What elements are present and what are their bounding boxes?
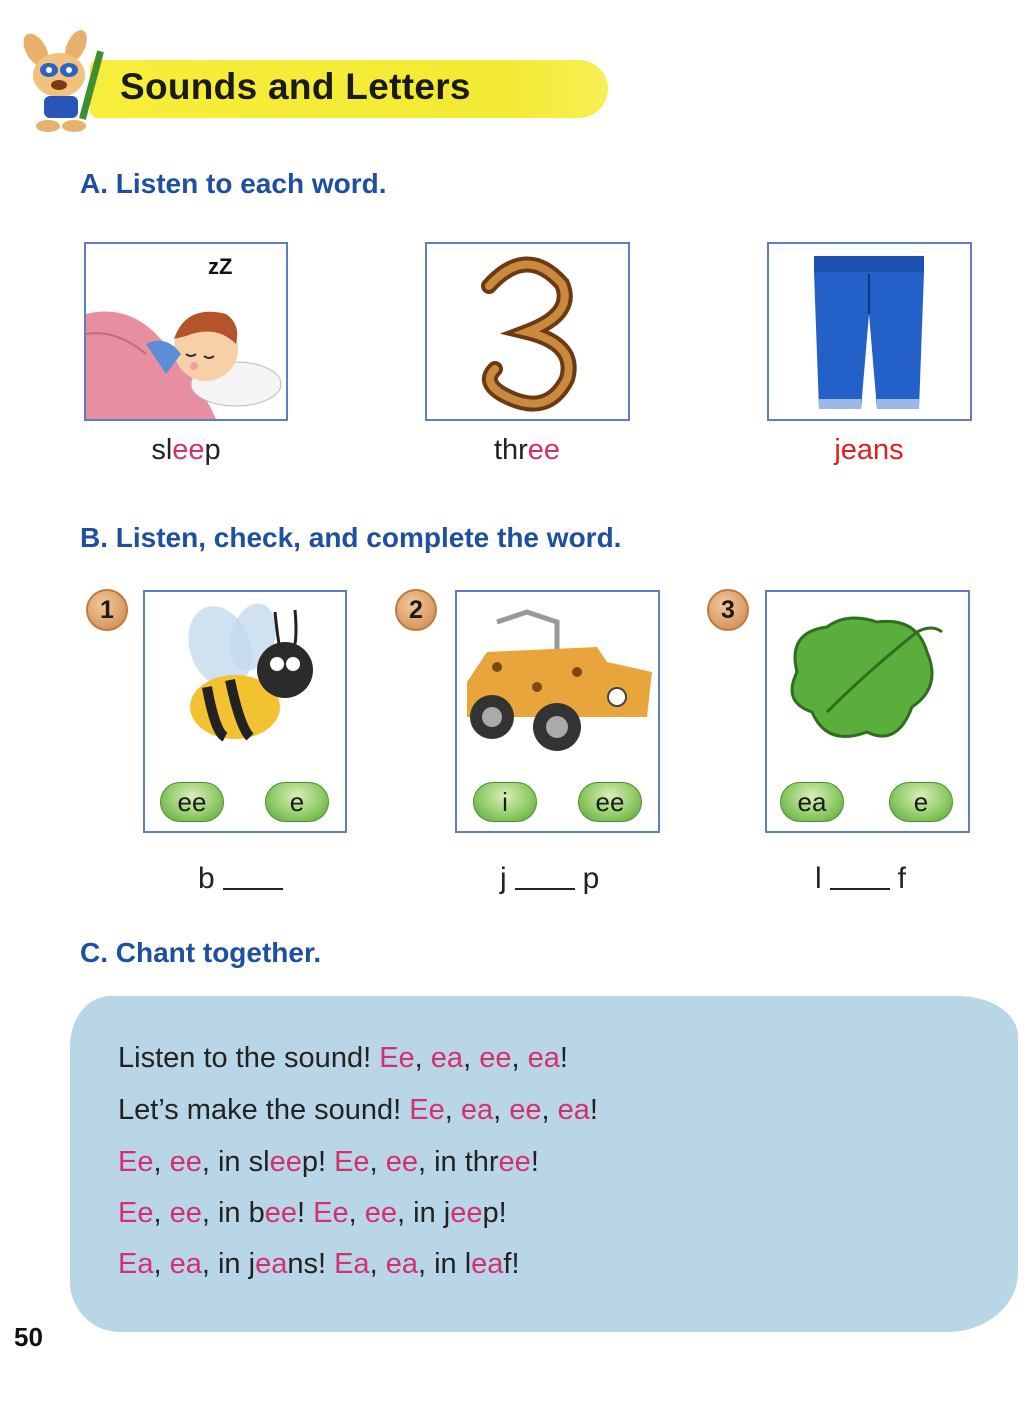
chant-line bbox=[118, 1146, 539, 1179]
chant-text: , bbox=[463, 1042, 480, 1074]
chant-highlight: Ea bbox=[118, 1248, 154, 1280]
chant-text: ! bbox=[589, 1094, 598, 1126]
chant-line bbox=[118, 1248, 520, 1281]
rabbit-mascot-icon bbox=[14, 30, 114, 135]
chant-highlight: ea bbox=[169, 1248, 202, 1280]
word-sleep: sleep bbox=[151, 434, 221, 466]
chant-text: , bbox=[153, 1146, 170, 1178]
sleep-zz-icon: zZ bbox=[208, 254, 233, 279]
sleep-picture bbox=[84, 242, 288, 421]
page-number: 50 bbox=[14, 1322, 43, 1352]
chant-text: ! bbox=[559, 1042, 568, 1074]
chant-text: , bbox=[493, 1094, 510, 1126]
three-picture bbox=[425, 242, 630, 421]
chant-text: , in sl bbox=[201, 1146, 270, 1178]
chant-text: Let’s make the sound! bbox=[118, 1094, 410, 1126]
chant-text: , in b bbox=[201, 1197, 265, 1229]
chant-highlight: ee bbox=[264, 1197, 298, 1229]
chant-highlight: ee bbox=[169, 1197, 202, 1229]
chant-text: , bbox=[369, 1248, 386, 1280]
chant-highlight: Ea bbox=[334, 1248, 370, 1280]
chant-text: ! bbox=[297, 1197, 314, 1229]
chant-text: , bbox=[369, 1146, 386, 1178]
chant-text: , bbox=[444, 1094, 461, 1126]
chant-highlight: Ee bbox=[379, 1042, 415, 1074]
chant-text: , bbox=[153, 1248, 170, 1280]
chant-line bbox=[118, 1094, 598, 1127]
chant-highlight: ea bbox=[527, 1042, 560, 1074]
item-number-3: 3 bbox=[707, 589, 749, 631]
chant-text: ns! bbox=[287, 1248, 335, 1280]
fill-blank-1[interactable]: b bbox=[198, 862, 291, 896]
page-title: Sounds and Letters bbox=[120, 66, 471, 107]
chant-highlight: ea bbox=[557, 1094, 590, 1126]
chant-text: , bbox=[511, 1042, 528, 1074]
chant-text: , bbox=[541, 1094, 558, 1126]
word-three: three bbox=[493, 434, 561, 466]
chant-line bbox=[118, 1042, 568, 1075]
fill-blank-2[interactable]: j p bbox=[500, 862, 600, 895]
option-pill[interactable]: e bbox=[889, 782, 953, 822]
chant-text: , in thr bbox=[417, 1146, 499, 1178]
option-pill[interactable]: ee bbox=[160, 782, 224, 822]
chant-highlight: ee bbox=[479, 1042, 512, 1074]
chant-highlight: ee bbox=[450, 1197, 483, 1229]
item-number-1: 1 bbox=[86, 589, 128, 631]
chant-text: ! bbox=[530, 1146, 539, 1178]
chant-text: , bbox=[414, 1042, 431, 1074]
chant-text: p! bbox=[482, 1197, 507, 1229]
chant-highlight: Ee bbox=[313, 1197, 349, 1229]
chant-highlight: ee bbox=[509, 1094, 542, 1126]
chant-highlight: ee bbox=[364, 1197, 398, 1229]
chant-highlight: ea bbox=[471, 1248, 504, 1280]
chant-highlight: ee bbox=[385, 1146, 418, 1178]
section-c-heading: C. Chant together. bbox=[80, 937, 322, 968]
chant-text: , bbox=[348, 1197, 365, 1229]
chant-highlight: ee bbox=[498, 1146, 531, 1178]
chant-text: f! bbox=[503, 1248, 520, 1280]
fill-blank-3[interactable]: l f bbox=[815, 862, 907, 895]
option-pill[interactable]: ea bbox=[780, 782, 844, 822]
chant-highlight: ea bbox=[430, 1042, 464, 1074]
chant-text: Listen to the sound! bbox=[118, 1042, 380, 1074]
chant-highlight: Ee bbox=[118, 1197, 154, 1229]
chant-text: , in j bbox=[201, 1248, 256, 1280]
chant-text: , bbox=[153, 1197, 170, 1229]
chant-highlight: ea bbox=[460, 1094, 494, 1126]
chant-highlight: Ee bbox=[409, 1094, 445, 1126]
option-pill[interactable]: i bbox=[473, 782, 537, 822]
jeans-picture bbox=[767, 242, 972, 421]
chant-highlight: ee bbox=[169, 1146, 202, 1178]
chant-text: p! bbox=[301, 1146, 335, 1178]
chant-highlight: ee bbox=[269, 1146, 302, 1178]
word-jeans: jeans bbox=[834, 434, 904, 466]
section-b-heading: B. Listen, check, and complete the word. bbox=[80, 522, 622, 553]
chant-line bbox=[118, 1197, 507, 1230]
chant-highlight: ea bbox=[385, 1248, 418, 1280]
chant-highlight: ea bbox=[255, 1248, 288, 1280]
chant-text: , in j bbox=[397, 1197, 451, 1229]
chant-highlight: Ee bbox=[118, 1146, 154, 1178]
chant-text: , in l bbox=[417, 1248, 472, 1280]
option-pill[interactable]: e bbox=[265, 782, 329, 822]
chant-highlight: Ee bbox=[334, 1146, 370, 1178]
section-a-heading: A. Listen to each word. bbox=[80, 168, 387, 199]
option-pill[interactable]: ee bbox=[578, 782, 642, 822]
item-number-2: 2 bbox=[395, 589, 437, 631]
